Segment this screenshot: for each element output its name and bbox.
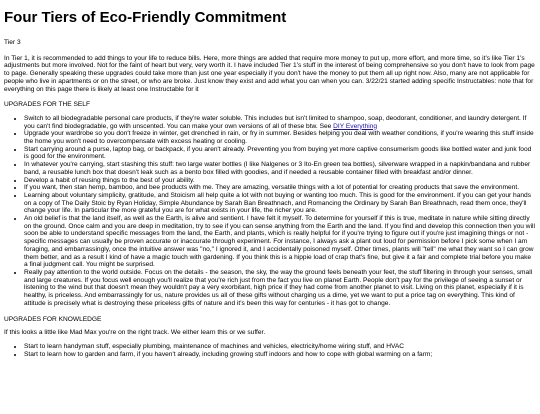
list-item: • Really pay attention to the world outside. Focus on the details - the season, the sky, the way the ground feels beneath your feet, the stuff filtering in through your senses, small and large creatures. If you focus well enough you'll realize that you're rich just from the fact you live on planet Earth. People don't pay for the privilege of seeing a sunset or listening to the wind but that doesn't mean they wouldn't pay a very exorbitant, high price if they had come from another planet to visit. Living on this planet, especially if it is healthy, is priceless. And embarrassingly for us, nature provides us all of these gifts without charging us a dime, yet we want to put a price tag on everything. This kind of attitude is precisely what is destroying these priceless gifts of nature and it's been this way for centuries - it has got to change. [24,269,536,308]
knowledge-section-heading: UPGRADES FOR KNOWLEDGE [4,315,102,323]
list-item: • An old belief is that the land itself, as well as the Earth, is alive and sentient. I have felt it myself. To determine for yourself if this is true, meditate in nature while sitting directly on the ground. Once calm and you are deep in meditation, try to see if you can sense anything from the Earth and the land. If you find and develop this connection then you will soon be able to understand specific messages from the land, the Earth, and plants, which is really helpful for if you're trying to figure out if you're just imagining things or not - specific messages can usually be proven accurate or inaccurate through experiment. For instance, I always ask a plant out loud for permission before I pick some when I am foraging, and embarrassingly, once the intuitive answer was "no," I ignored it, and I accidentally poisoned myself. Other times, plants will "tell" me what they want so I can grow them better, and as a result I kind of have a magic touch with gardening. If you think this is a hippie load of crap that's fine, but give it a fair and complete trial before you make a final judgment call. You might be surprised. [24,215,536,269]
list-item: • Start carrying around a purse, laptop bag, or backpack, if you aren't already. Preventing you from buying yet more captive consumerism goods like bottled water and junk food is good for the environment. [24,146,536,161]
diy-everything-link[interactable]: DIY Everything [333,122,378,130]
article [0,9,540,358]
page-title: Four Tiers of Eco-Friendly Commitment [4,9,287,26]
list-item: • Learning about voluntary simplicity, gratitude, and Stoicism all help quite a lot with not buying or wanting too much. This is good for the environment. If you can get your hands on a copy of The Daily Stoic by Ryan Holiday, Simple Abundance by Sarah Ban Breathnach, and Romancing the Ordinary by Sarah Ban Breathnach, read them once, they'll change your life. In particular the more grateful you are for what exists in your life, the richer you are. [24,192,536,215]
list-item: • Develop a habit of reusing things to the best of your ability. [24,177,536,185]
knowledge-upgrades-list [4,343,536,358]
list-item: • If you want, then stan hemp, bamboo, and bee products with me. They are amazing, versatile things with a lot of potential for creating products that save the environment. [24,184,536,192]
list-item [24,115,536,130]
knowledge-intro: If this looks a little like Mad Max you're on the right track. We either learn this or we suffer. [4,329,266,337]
list-item: • Upgrade your wardrobe so you don't freeze in winter, get drenched in rain, or fry in summer. Besides helping you deal with weather conditions, if you're wearing this stuff inside the home you won't need to overcompensate with excess heating or cooling. [24,130,536,145]
list-item-text: Switch to all biodegradable personal care products, if they're water soluble. This includes but isn't limited to shampoo, soap, deodorant, conditioner, and laundry detergent. If you can't find biodegradable, go with unscented. You can make your own versions of all of these btw. See [24,114,527,130]
self-section-heading: UPGRADES FOR THE SELF [4,101,90,109]
intro-paragraph: In Tier 1, it is recommended to add things to your life to reduce bills. Here, more things are added that require more money to put up, more effort, and more time, so it's like Tier 1's adjustments but more involved. Not for the faint of heart but very, very worth it. I have included Tier 1's stuff in the interest of being comprehensive so you don't have to look from page to page. Generally speaking these upgrades could take more than just one year especially if you don't have the money to put them all up right now. Also, many are not applicable for people who live in apartments or on the street, or who are broke. Just know they exist and add what you can when you can. 3/22/21 started adding specific Instructables: note that for everything on this page there is likely at least one Instructable for it [4,54,535,93]
list-item: • Start to learn handyman stuff, especially plumbing, maintenance of machines and vehicles, electricity/home wiring stuff, and HVAC [24,343,536,351]
list-item: • In whatever you're carrying, start stashing this stuff: two large water bottles (I like Nalgenes or 3 Ito-En green tea bottles), silverware wrapped in a napkin/bandana and rubber band, a reusable lunch box that doesn't leak such as a bento box filled with goodies, and if needed a reusable container filled with breakfast and/or dinner. [24,161,536,176]
list-item: • Start to learn how to garden and farm, if you haven't already, including growing stuff indoors and how to cope with global warming on a farm; [24,351,536,359]
self-upgrades-list [4,115,536,308]
tier-label: Tier 3 [4,39,21,46]
